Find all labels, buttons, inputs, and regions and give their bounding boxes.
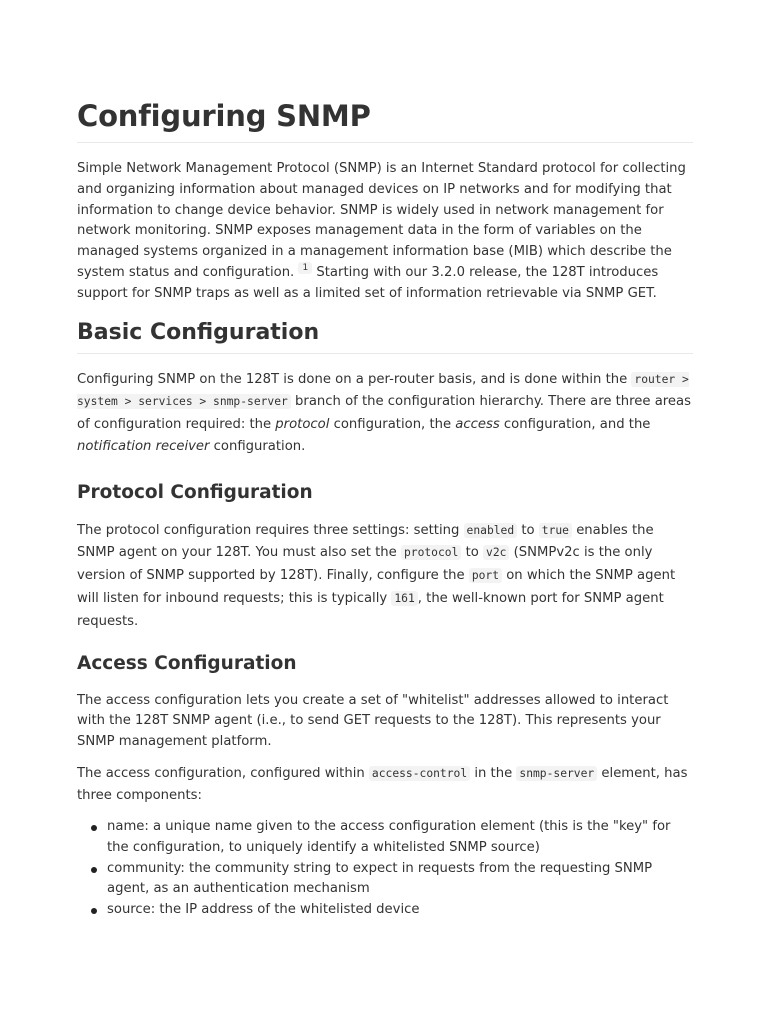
code-access-control: access-control bbox=[369, 766, 470, 781]
text-span: Configuring SNMP on the 128T is done on a per-router basis, and is done within the bbox=[77, 371, 632, 387]
list-item: community: the community string to expect in requests from the requesting SNMP agent, as an authentication mechanism bbox=[107, 859, 693, 901]
text-span: configuration, and the bbox=[499, 416, 651, 432]
heading-access-configuration: Access Configuration bbox=[77, 652, 297, 674]
heading-basic-configuration: Basic Configuration bbox=[77, 319, 693, 354]
text-span: The access configuration, configured within bbox=[77, 765, 369, 781]
list-item: source: the IP address of the whitelisted device bbox=[107, 900, 693, 921]
heading-protocol-configuration: Protocol Configuration bbox=[77, 481, 313, 503]
document-page bbox=[77, 98, 693, 921]
code-port: port bbox=[469, 568, 502, 583]
text-span: on which the SNMP agent will listen for inbound requests; this is typically bbox=[77, 568, 676, 606]
access-paragraph-2 bbox=[77, 763, 693, 808]
intro-paragraph bbox=[77, 159, 693, 305]
code-snmp-server: snmp-server bbox=[516, 766, 597, 781]
access-paragraph-1: The access configuration lets you create a set of "whitelist" addresses allowed to interact with the 128T SNMP agent (i.e., to send GET requests to the 128T). This represents your SNMP management platform. bbox=[77, 692, 669, 750]
code-true: true bbox=[539, 523, 572, 538]
text-span: configuration, the bbox=[329, 416, 456, 432]
text-span: in the bbox=[470, 765, 517, 781]
protocol-paragraph bbox=[77, 520, 693, 634]
text-span: enables the SNMP agent on your 128T. You must also set the bbox=[77, 522, 654, 561]
emphasis-access: access bbox=[455, 416, 500, 432]
text-span: , the well-known port for SNMP agent requests. bbox=[77, 590, 664, 629]
text-span: (SNMPv2c is the only version of SNMP supported by 128T). Finally, configure the bbox=[77, 545, 653, 584]
text-span: to bbox=[517, 522, 539, 538]
basic-paragraph bbox=[77, 369, 693, 459]
emphasis-notification-receiver: notification receiver bbox=[77, 439, 210, 455]
access-components-list bbox=[77, 817, 693, 921]
text-span: branch of the configuration hierarchy. There are three areas of configuration required: the bbox=[77, 394, 691, 432]
code-v2c: v2c bbox=[483, 545, 509, 560]
list-item: name: a unique name given to the access configuration element (this is the "key" for the configuration, to uniquely identify a whitelisted SNMP source) bbox=[107, 817, 693, 859]
footnote-ref-link[interactable]: 1 bbox=[298, 262, 312, 274]
text-span: to bbox=[461, 545, 484, 561]
page-title: Configuring SNMP bbox=[77, 98, 693, 143]
intro-text-continued: Starting with our 3.2.0 release, the 128T introduces support for SNMP traps as well as a limited set of information retrievable via SNMP GET. bbox=[77, 264, 659, 301]
code-protocol: protocol bbox=[401, 545, 461, 560]
config-path-code: router > system > services > snmp-server bbox=[77, 372, 689, 409]
code-161: 161 bbox=[391, 591, 417, 606]
text-span: The protocol configuration requires three settings: setting bbox=[77, 522, 464, 538]
emphasis-protocol: protocol bbox=[275, 416, 330, 432]
code-enabled: enabled bbox=[464, 523, 518, 538]
text-span: element, has three components: bbox=[77, 765, 688, 804]
intro-text: Simple Network Management Protocol (SNMP) is an Internet Standard protocol for collecting and organizing information about managed devices on IP networks and for modifying that information to change device behavior. SNMP is widely used in network management for network monitoring. SNMP exposes management data in the form of variables on the managed systems organized in a management information base (MIB) which describe the system status and configuration. bbox=[77, 161, 686, 280]
text-span: configuration. bbox=[209, 439, 306, 455]
